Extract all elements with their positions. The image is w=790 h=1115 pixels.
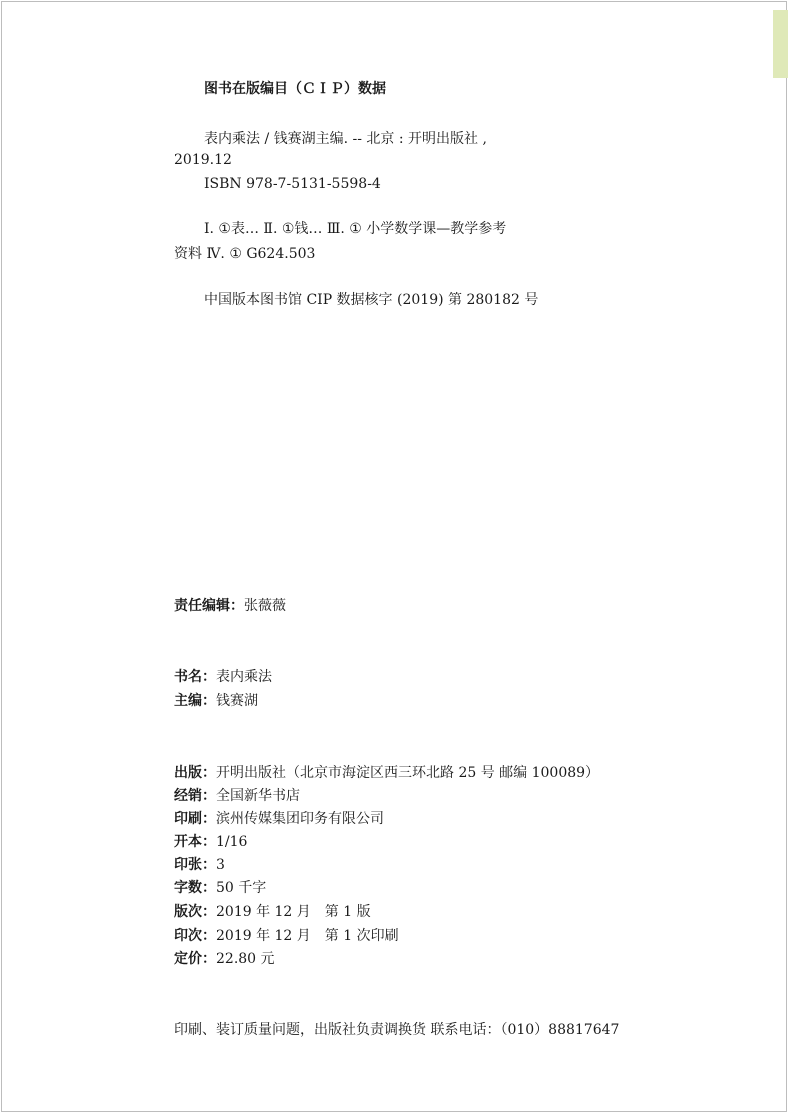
edition-value: 2019 年 12 月 第 1 版 bbox=[216, 904, 371, 920]
distributor-label: 经销 bbox=[174, 788, 202, 804]
printing-label: 印次 bbox=[174, 928, 202, 944]
cip-classification-cont: 资料 Ⅳ. ① G624.503 bbox=[174, 246, 316, 262]
word-count-sep: ： bbox=[202, 880, 216, 896]
printing-sep: ： bbox=[202, 928, 216, 944]
word-count-row bbox=[174, 879, 266, 897]
word-count-value: 50 千字 bbox=[216, 880, 267, 896]
edition-row bbox=[174, 903, 371, 921]
printing-row bbox=[174, 927, 399, 945]
editor-sep: ： bbox=[230, 598, 244, 614]
printer-label: 印刷 bbox=[174, 811, 202, 827]
format-label: 开本 bbox=[174, 834, 202, 850]
cip-date: 2019.12 bbox=[174, 152, 232, 168]
edition-sep: ： bbox=[202, 904, 216, 920]
format-value: 1/16 bbox=[216, 834, 248, 850]
printing-value: 2019 年 12 月 第 1 次印刷 bbox=[216, 928, 399, 944]
page-border bbox=[1, 1, 787, 1112]
cip-isbn: ISBN 978-7-5131-5598-4 bbox=[204, 176, 381, 192]
price-label: 定价 bbox=[174, 951, 202, 967]
distributor-row bbox=[174, 787, 300, 805]
edition-label: 版次 bbox=[174, 904, 202, 920]
price-row bbox=[174, 950, 275, 968]
book-title-sep: ： bbox=[202, 669, 216, 685]
chief-editor-row bbox=[174, 692, 258, 710]
chief-editor-value: 钱赛湖 bbox=[216, 693, 258, 709]
sheets-sep: ： bbox=[202, 857, 216, 873]
distributor-value: 全国新华书店 bbox=[216, 788, 300, 804]
editor-value: 张薇薇 bbox=[244, 598, 286, 614]
quality-notice: 印刷、装订质量问题，出版社负责调换货 联系电话：（010）88817647 bbox=[174, 1022, 620, 1038]
book-title-label: 书名 bbox=[174, 669, 202, 685]
page-edge-tab bbox=[773, 10, 788, 78]
printer-row bbox=[174, 810, 384, 828]
publisher-label: 出版 bbox=[174, 765, 202, 781]
price-value: 22.80 元 bbox=[216, 951, 275, 967]
book-title-row bbox=[174, 668, 272, 686]
sheets-row bbox=[174, 856, 225, 874]
chief-editor-sep: ： bbox=[202, 693, 216, 709]
cip-number: 中国版本图书馆 CIP 数据核字 (2019) 第 280182 号 bbox=[204, 292, 539, 308]
publisher-value: 开明出版社（北京市海淀区西三环北路 25 号 邮编 100089） bbox=[216, 765, 600, 781]
chief-editor-label: 主编 bbox=[174, 693, 202, 709]
sheets-label: 印张 bbox=[174, 857, 202, 873]
printer-sep: ： bbox=[202, 811, 216, 827]
price-sep: ： bbox=[202, 951, 216, 967]
cip-classification: Ⅰ. ①表… Ⅱ. ①钱… Ⅲ. ① 小学数学课—教学参考 bbox=[204, 221, 507, 237]
printer-value: 滨州传媒集团印务有限公司 bbox=[216, 811, 384, 827]
publisher-row bbox=[174, 764, 599, 782]
format-sep: ： bbox=[202, 834, 216, 850]
editor-label: 责任编辑 bbox=[174, 598, 230, 614]
word-count-label: 字数 bbox=[174, 880, 202, 896]
distributor-sep: ： bbox=[202, 788, 216, 804]
editor-row bbox=[174, 597, 286, 615]
cip-entry-line: 表内乘法 / 钱赛湖主编. -- 北京 : 开明出版社 , bbox=[204, 131, 487, 147]
format-row bbox=[174, 833, 247, 851]
publisher-sep: ： bbox=[202, 765, 216, 781]
sheets-value: 3 bbox=[216, 857, 225, 873]
cip-heading: 图书在版编目（ＣＩＰ）数据 bbox=[204, 81, 386, 97]
book-title-value: 表内乘法 bbox=[216, 669, 272, 685]
